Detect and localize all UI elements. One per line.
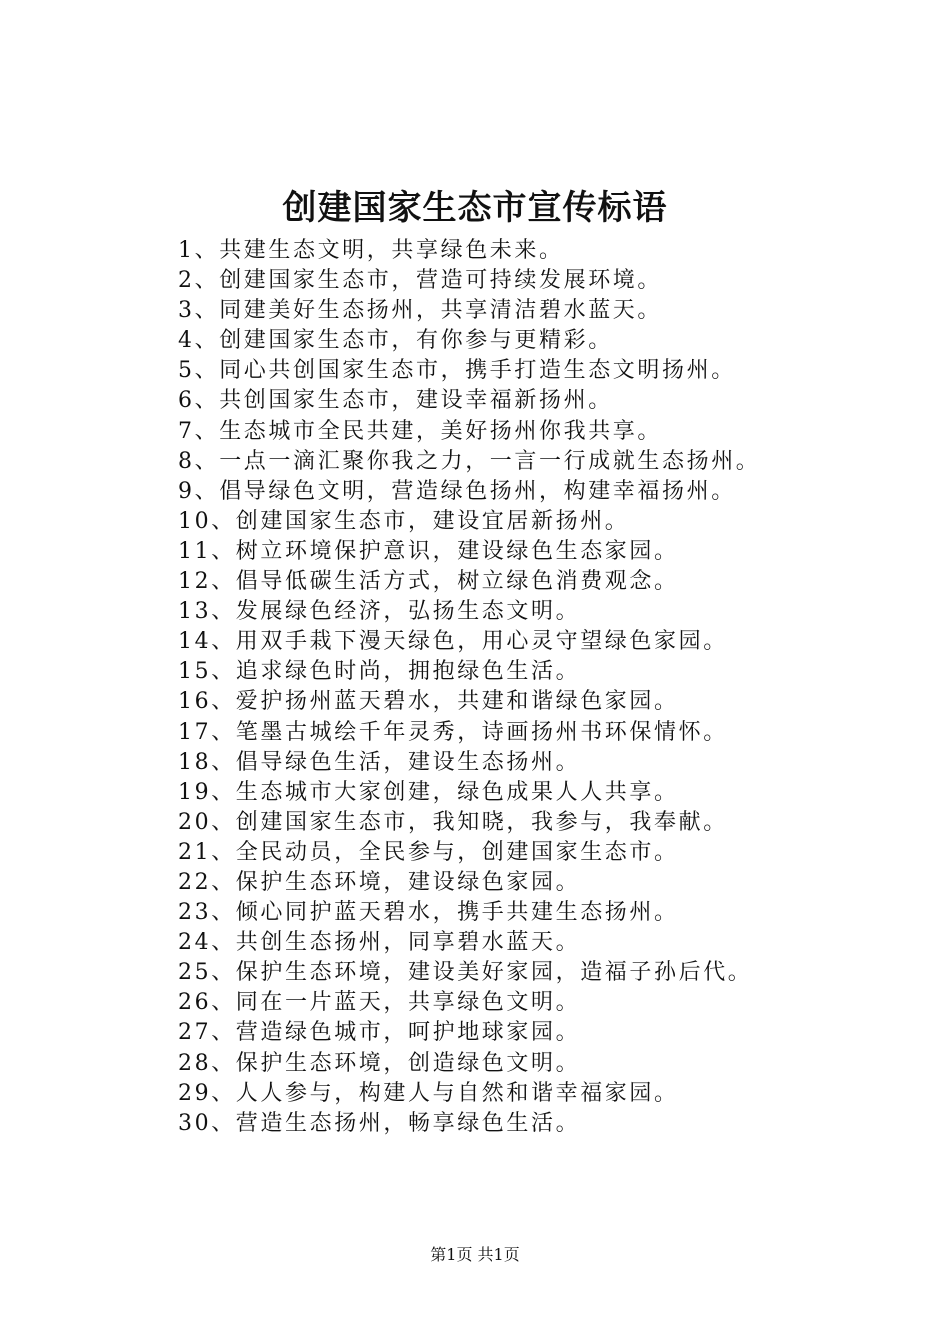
slogan-item: 21、全民动员，全民参与，创建国家生态市。 <box>178 839 679 865</box>
slogan-item: 4、创建国家生态市，有你参与更精彩。 <box>178 328 613 354</box>
slogan-item: 5、同心共创国家生态市，携手打造生态文明扬州。 <box>178 358 736 384</box>
slogan-item: 28、保护生态环境，创造绿色文明。 <box>178 1050 581 1076</box>
slogan-item: 30、营造生态扬州，畅享绿色生活。 <box>178 1110 581 1136</box>
page-title: 创建国家生态市宣传标语 <box>282 188 668 228</box>
slogan-item: 19、生态城市大家创建，绿色成果人人共享。 <box>178 779 679 805</box>
slogan-item: 29、人人参与，构建人与自然和谐幸福家园。 <box>178 1080 679 1106</box>
slogan-item: 27、营造绿色城市，呵护地球家园。 <box>178 1020 581 1046</box>
slogan-item: 11、树立环境保护意识，建设绿色生态家园。 <box>178 538 679 564</box>
slogan-list <box>178 236 878 1139</box>
slogan-item: 16、爱护扬州蓝天碧水，共建和谐绿色家园。 <box>178 689 679 715</box>
slogan-item: 25、保护生态环境，建设美好家园，造福子孙后代。 <box>178 960 753 986</box>
slogan-item: 26、同在一片蓝天，共享绿色文明。 <box>178 990 581 1016</box>
slogan-item: 23、倾心同护蓝天碧水，携手共建生态扬州。 <box>178 900 679 926</box>
slogan-item: 12、倡导低碳生活方式，树立绿色消费观念。 <box>178 569 679 595</box>
slogan-item: 1、共建生态文明，共享绿色未来。 <box>178 238 564 263</box>
slogan-item: 15、追求绿色时尚，拥抱绿色生活。 <box>178 659 581 685</box>
slogan-item: 17、笔墨古城绘千年灵秀，诗画扬州书环保情怀。 <box>178 719 728 745</box>
slogan-item: 14、用双手栽下漫天绿色，用心灵守望绿色家园。 <box>178 629 728 655</box>
slogan-item: 7、生态城市全民共建，美好扬州你我共享。 <box>178 418 662 444</box>
slogan-item: 6、共创国家生态市，建设幸福新扬州。 <box>178 388 613 414</box>
slogan-item: 22、保护生态环境，建设绿色家园。 <box>178 869 581 895</box>
slogan-item: 9、倡导绿色文明，营造绿色扬州，构建幸福扬州。 <box>178 478 736 504</box>
slogan-item: 20、创建国家生态市，我知晓，我参与，我奉献。 <box>178 809 728 835</box>
slogan-item: 2、创建国家生态市，营造可持续发展环境。 <box>178 268 662 294</box>
slogan-item: 24、共创生态扬州，同享碧水蓝天。 <box>178 930 581 956</box>
slogan-item: 8、一点一滴汇聚你我之力，一言一行成就生态扬州。 <box>178 448 761 474</box>
slogan-item: 3、同建美好生态扬州，共享清洁碧水蓝天。 <box>178 298 662 324</box>
slogan-item: 18、倡导绿色生活，建设生态扬州。 <box>178 749 581 775</box>
page-footer: 第1页 共1页 <box>430 1245 520 1264</box>
slogan-item: 13、发展绿色经济，弘扬生态文明。 <box>178 599 581 625</box>
slogan-item: 10、创建国家生态市，建设宜居新扬州。 <box>178 508 630 534</box>
